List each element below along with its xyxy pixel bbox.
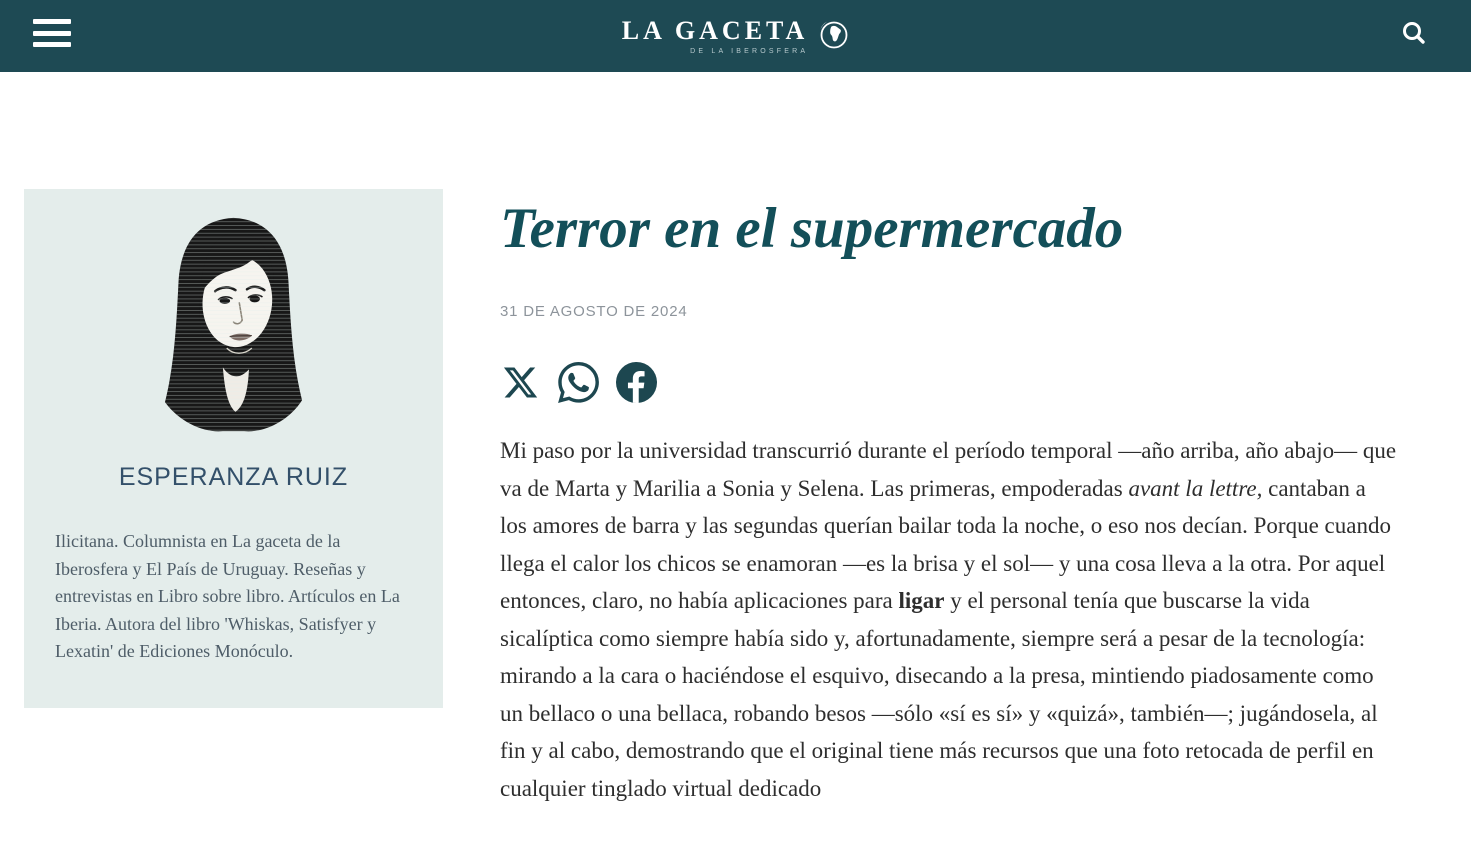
- share-whatsapp-button[interactable]: [558, 362, 599, 403]
- author-name: ESPERANZA RUIZ: [118, 463, 349, 491]
- logo-subtitle: DE LA IBEROSFERA: [690, 47, 809, 55]
- hamburger-icon: [33, 19, 71, 24]
- article-date: 31 DE AGOSTO DE 2024: [500, 303, 688, 321]
- share-x-button[interactable]: [500, 362, 541, 403]
- article: [500, 195, 1400, 807]
- author-card: [24, 189, 443, 708]
- whatsapp-icon: [558, 362, 599, 403]
- article-title: Terror en el supermercado: [500, 197, 1124, 260]
- site-logo[interactable]: [621, 15, 850, 55]
- facebook-icon: [616, 362, 657, 403]
- hamburger-icon: [33, 31, 71, 36]
- share-facebook-button[interactable]: [616, 362, 657, 403]
- x-twitter-icon: [502, 364, 539, 401]
- search-button[interactable]: [1397, 17, 1431, 51]
- share-row: [500, 362, 1400, 403]
- menu-button[interactable]: [33, 17, 71, 49]
- author-portrait-sketch: [141, 213, 326, 435]
- globe-icon: [817, 18, 849, 55]
- author-bio: Ilicitana. Columnista en La gaceta de la Iberosfera y El País de Uruguay. Reseñas y entrevistas en Libro sobre libro. Artículos en La Iberia. Autora del libro 'Whiskas, Satisfyer y Lexatin' de Ediciones Monóculo.: [55, 531, 400, 661]
- article-body: Mi paso por la universidad transcurrió durante el período temporal —año arriba, año abajo— que va de Marta y Marilia a Sonia y Selena. Las primeras, empoderadas avant la lettre, cantaban a los amores de barra y las segundas querían bailar toda la noche, o eso nos decían. Porque cuando llega el calor los chicos se enamoran —es la brisa y el sol— y una cosa lleva a la otra. Por aquel entonces, claro, no había aplicaciones para ligar y el personal tenía que buscarse la vida sicalíptica como siempre había sido y, afortunadamente, siempre será a pesar de la tecnología: mirando a la cara o haciéndose el esquivo, disecando a la presa, mintiendo piadosamente como un bellaco o una bellaca, robando besos —sólo «sí es sí» y «quizá», también—; jugándosela, al fin y al cabo, demostrando que el original tiene más recursos que una foto retocada de perfil en cualquier tinglado virtual dedicado: [500, 438, 1397, 801]
- hamburger-icon: [33, 42, 71, 47]
- search-icon: [1400, 35, 1428, 50]
- page-content: [0, 72, 1471, 807]
- logo-title: LA GACETA: [621, 15, 809, 45]
- site-header: [0, 0, 1471, 72]
